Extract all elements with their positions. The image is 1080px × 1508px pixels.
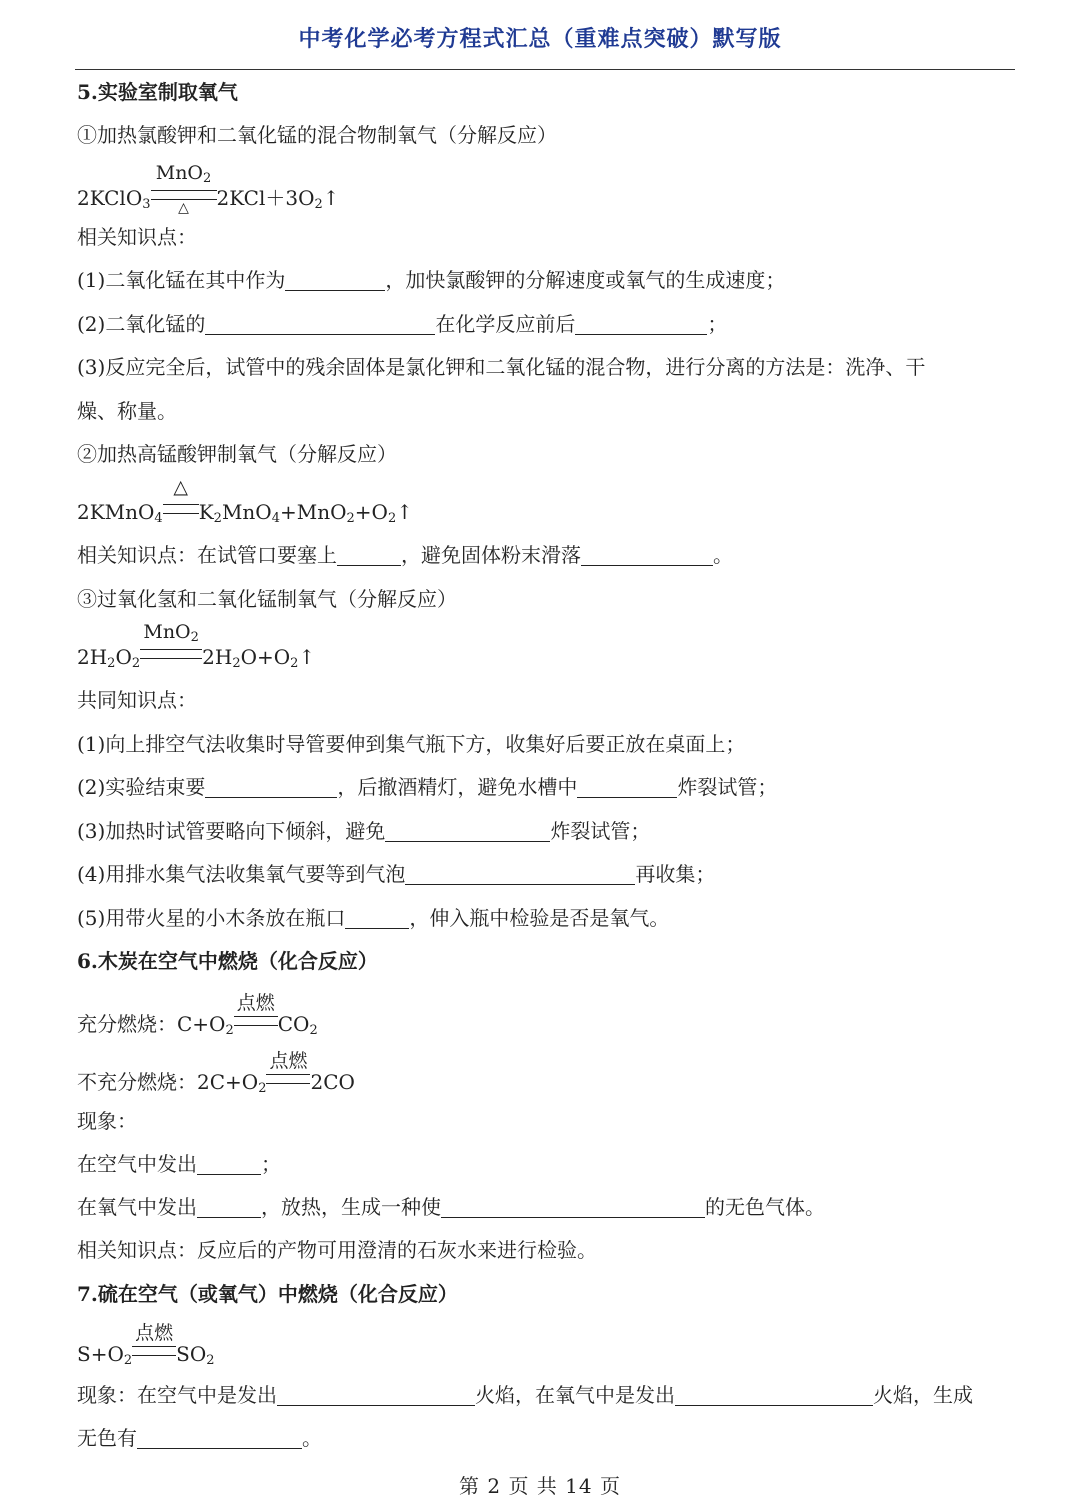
gas-arrow: ↑ — [322, 186, 340, 210]
eq-subscript: 2 — [290, 656, 299, 671]
section-5-title: 5.实验室制取氧气 — [77, 80, 238, 104]
common-3 — [77, 819, 650, 843]
gas-arrow: ↑ — [396, 500, 413, 524]
reaction-condition — [234, 992, 278, 1036]
fill-blank[interactable] — [285, 268, 385, 291]
text: ，后撤酒精灯，避免水槽中 — [337, 775, 578, 799]
fill-blank[interactable] — [581, 543, 713, 566]
section-7-title: 7.硫在空气（或氧气）中燃烧（化合反应） — [77, 1282, 458, 1306]
eq-term: 2KMnO — [77, 500, 155, 524]
eq-subscript: 2 — [232, 656, 241, 671]
eq-term: 2KClO — [77, 186, 143, 210]
fill-blank[interactable] — [441, 1195, 705, 1218]
knowledge-2 — [77, 312, 727, 336]
equation-kmno4 — [77, 476, 413, 526]
method-3-heading: ③过氧化氢和二氧化锰制氧气（分解反应） — [77, 587, 457, 611]
text: (1)二氧化锰在其中作为 — [77, 268, 286, 292]
text: 的无色气体。 — [705, 1195, 825, 1219]
condition-catalyst: MnO — [155, 162, 204, 184]
text: (2)二氧化锰的 — [77, 312, 206, 336]
eq-subscript: 2 — [258, 1081, 267, 1096]
fill-blank[interactable] — [197, 1195, 261, 1218]
common-knowledge-heading: 共同知识点： — [77, 688, 197, 712]
eq-term: 2H — [202, 645, 233, 669]
condition-ignite: 点燃 — [236, 992, 275, 1014]
eq-subscript: 2 — [131, 656, 141, 671]
condition-catalyst: MnO — [143, 621, 191, 643]
text: 在空气中发出 — [77, 1152, 197, 1176]
reaction-condition — [140, 621, 202, 669]
equation-h2o2 — [77, 621, 316, 671]
eq-term: SO — [176, 1342, 207, 1366]
heat-symbol: △ — [173, 476, 189, 498]
text: 炸裂试管； — [677, 775, 778, 799]
text: 。 — [302, 1426, 322, 1450]
eq-term: 2CO — [310, 1070, 355, 1094]
reaction-condition — [151, 162, 217, 216]
text: 在化学反应前后 — [435, 312, 576, 336]
gas-arrow: ↑ — [298, 645, 316, 669]
eq-term: O — [115, 645, 132, 669]
eq-subscript: 2 — [346, 511, 355, 526]
eq-term: C+O — [177, 1012, 226, 1036]
eq-term: 2KCl＋3O — [216, 186, 315, 210]
text: 火焰，在氧气中是发出 — [475, 1383, 675, 1407]
knowledge-heading: 相关知识点： — [77, 225, 197, 249]
text: 再收集； — [635, 862, 716, 886]
fill-blank[interactable] — [345, 906, 409, 929]
eq-subscript: 2 — [309, 1023, 318, 1038]
method-1-heading: ①加热氯酸钾和二氧化锰的混合物制氧气（分解反应） — [77, 123, 557, 147]
eq-term: 2H — [77, 645, 108, 669]
text: (5)用带火星的小木条放在瓶口 — [77, 906, 346, 930]
eq-subscript: 2 — [213, 511, 222, 526]
eq-subscript: 2 — [387, 511, 397, 526]
text: ； — [707, 312, 728, 336]
text: (3)加热时试管要略向下倾斜，避免 — [77, 819, 386, 843]
reaction-condition — [266, 1050, 310, 1094]
reaction-condition — [163, 476, 199, 524]
eq-term: +MnO — [279, 500, 347, 524]
phenomenon-heading: 现象： — [77, 1109, 137, 1133]
text: (2)实验结束要 — [77, 775, 206, 799]
method-2-heading: ②加热高锰酸钾制氧气（分解反应） — [77, 442, 397, 466]
section-6-title: 6.木炭在空气中燃烧（化合反应） — [77, 949, 378, 973]
text: (4)用排水集气法收集氧气要等到气泡 — [77, 862, 406, 886]
fill-blank[interactable] — [205, 312, 435, 335]
eq-subscript: 4 — [271, 511, 280, 526]
eq-subscript: 3 — [142, 197, 151, 212]
header-divider — [75, 69, 1015, 70]
fill-blank[interactable] — [197, 1152, 261, 1175]
reaction-condition — [132, 1322, 176, 1366]
eq-term: CO — [277, 1012, 310, 1036]
sulfur-phenomenon-cont — [77, 1426, 322, 1450]
eq-subscript: 2 — [314, 197, 323, 212]
text: 无色有 — [77, 1426, 137, 1450]
condition-ignite: 点燃 — [269, 1050, 308, 1072]
eq-term: O+O — [240, 645, 291, 669]
text: 火焰，生成 — [873, 1383, 973, 1407]
heat-symbol: △ — [178, 200, 189, 216]
eq-term: K — [198, 500, 214, 524]
eq-subscript: 2 — [107, 656, 116, 671]
equation-kclo3 — [77, 162, 340, 216]
fill-blank[interactable] — [675, 1383, 873, 1406]
condition-ignite: 点燃 — [135, 1322, 174, 1344]
text: 。 — [713, 543, 733, 567]
text: ； — [261, 1152, 281, 1176]
text: 现象：在空气中是发出 — [77, 1383, 277, 1407]
knowledge-1 — [77, 268, 785, 292]
sulfur-phenomenon — [77, 1383, 973, 1407]
eq-subscript: 4 — [154, 511, 163, 526]
text: ，加快氯酸钾的分解速度或氧气的生成速度； — [385, 268, 786, 292]
eq-label: 不充分燃烧： — [77, 1070, 197, 1094]
knowledge-3: (3)反应完全后，试管中的残余固体是氯化钾和二氧化锰的混合物，进行分离的方法是：洗净、干 — [77, 355, 926, 379]
text: ，避免固体粉末滑落 — [401, 543, 581, 567]
text: 炸裂试管； — [550, 819, 651, 843]
common-1: (1)向上排空气法收集时导管要伸到集气瓶下方，收集好后要正放在桌面上； — [77, 732, 746, 756]
eq-term: 2C+O — [197, 1070, 259, 1094]
fill-blank[interactable] — [405, 862, 635, 885]
eq-subscript: 2 — [225, 1023, 234, 1038]
fill-blank[interactable] — [577, 775, 677, 798]
eq-subscript: 2 — [123, 1353, 133, 1368]
phenomenon-oxygen — [77, 1195, 825, 1219]
text: ，伸入瓶中检验是否是氧气。 — [409, 906, 670, 930]
fill-blank[interactable] — [385, 819, 550, 842]
common-5 — [77, 906, 669, 930]
eq-label: 充分燃烧： — [77, 1012, 177, 1036]
equation-c-incomplete — [77, 1050, 355, 1096]
equation-sulfur — [77, 1322, 215, 1368]
eq-subscript: 2 — [190, 630, 199, 645]
eq-term: +O — [354, 500, 388, 524]
text: ，放热，生成一种使 — [261, 1195, 441, 1219]
fill-blank[interactable] — [337, 543, 401, 566]
eq-term: S+O — [77, 1342, 124, 1366]
fill-blank[interactable] — [137, 1426, 302, 1449]
text: 相关知识点：在试管口要塞上 — [77, 543, 337, 567]
knowledge-carbon: 相关知识点：反应后的产物可用澄清的石灰水来进行检验。 — [77, 1238, 597, 1262]
common-2 — [77, 775, 777, 799]
common-4 — [77, 862, 715, 886]
page-number: 第 2 页 共 14 页 — [459, 1474, 621, 1498]
fill-blank[interactable] — [575, 312, 707, 335]
fill-blank[interactable] — [205, 775, 337, 798]
knowledge-3-cont: 燥、称量。 — [77, 399, 177, 423]
page-header-title: 中考化学必考方程式汇总（重难点突破）默写版 — [298, 26, 782, 52]
eq-term: MnO — [221, 500, 272, 524]
eq-subscript: 2 — [206, 1353, 215, 1368]
fill-blank[interactable] — [277, 1383, 475, 1406]
text: 在氧气中发出 — [77, 1195, 197, 1219]
phenomenon-air — [77, 1152, 281, 1176]
eq-subscript: 2 — [203, 171, 212, 186]
equation-c-complete — [77, 992, 318, 1038]
knowledge-kmno4 — [77, 543, 733, 567]
